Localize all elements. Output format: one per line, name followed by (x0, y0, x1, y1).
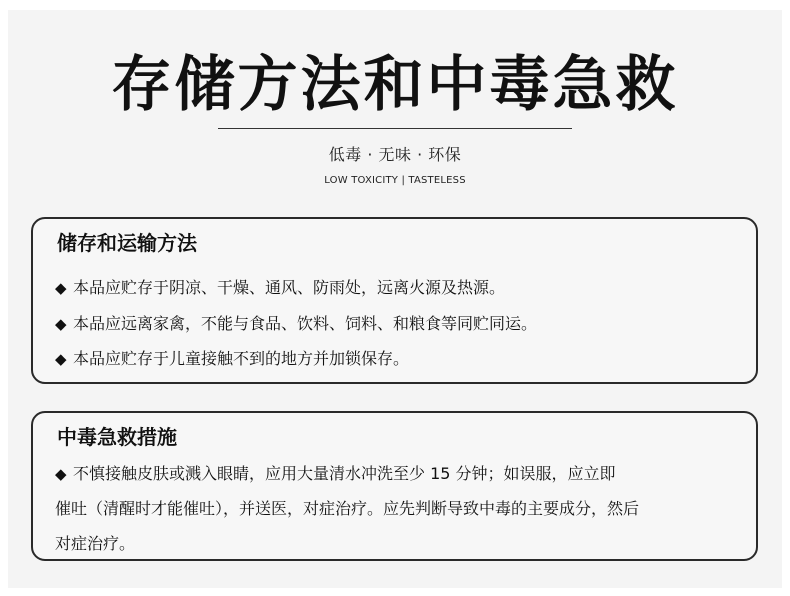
storage-transport-panel (31, 217, 758, 384)
storage-item (55, 348, 745, 370)
diamond-bullet-icon: ◆ (55, 350, 67, 368)
storage-item (55, 313, 745, 335)
first-aid-text: 不慎接触皮肤或溅入眼睛，应用大量清水冲洗至少 15 分钟；如误服，应立即 (73, 464, 616, 483)
storage-item-text: 本品应贮存于阴凉、干燥、通风、防雨处，远离火源及热源。 (73, 278, 506, 297)
first-aid-text: 对症治疗。 (55, 534, 136, 553)
first-aid-line (55, 463, 745, 485)
storage-item (55, 277, 745, 299)
first-aid-text: 催吐（清醒时才能催吐），并送医，对症治疗。应先判断导致中毒的主要成分，然后 (55, 499, 640, 518)
diamond-bullet-icon: ◆ (55, 465, 67, 483)
diamond-bullet-icon: ◆ (55, 315, 67, 333)
first-aid-line (55, 533, 745, 555)
storage-item-text: 本品应远离家禽，不能与食品、饮料、饲料、和粮食等同贮同运。 (73, 314, 538, 333)
storage-item-text: 本品应贮存于儿童接触不到的地方并加锁保存。 (73, 349, 410, 368)
subtitle-chinese: 低毒 · 无味 · 环保 (328, 145, 462, 164)
first-aid-line (55, 498, 745, 520)
first-aid-panel (31, 411, 758, 561)
title-divider (218, 128, 572, 129)
first-aid-heading: 中毒急救措施 (57, 425, 177, 449)
page-title: 存储方法和中毒急救 (111, 50, 679, 120)
storage-heading: 储存和运输方法 (57, 231, 197, 255)
diamond-bullet-icon: ◆ (55, 279, 67, 297)
subtitle-english: LOW TOXICITY | TASTELESS (324, 175, 466, 186)
